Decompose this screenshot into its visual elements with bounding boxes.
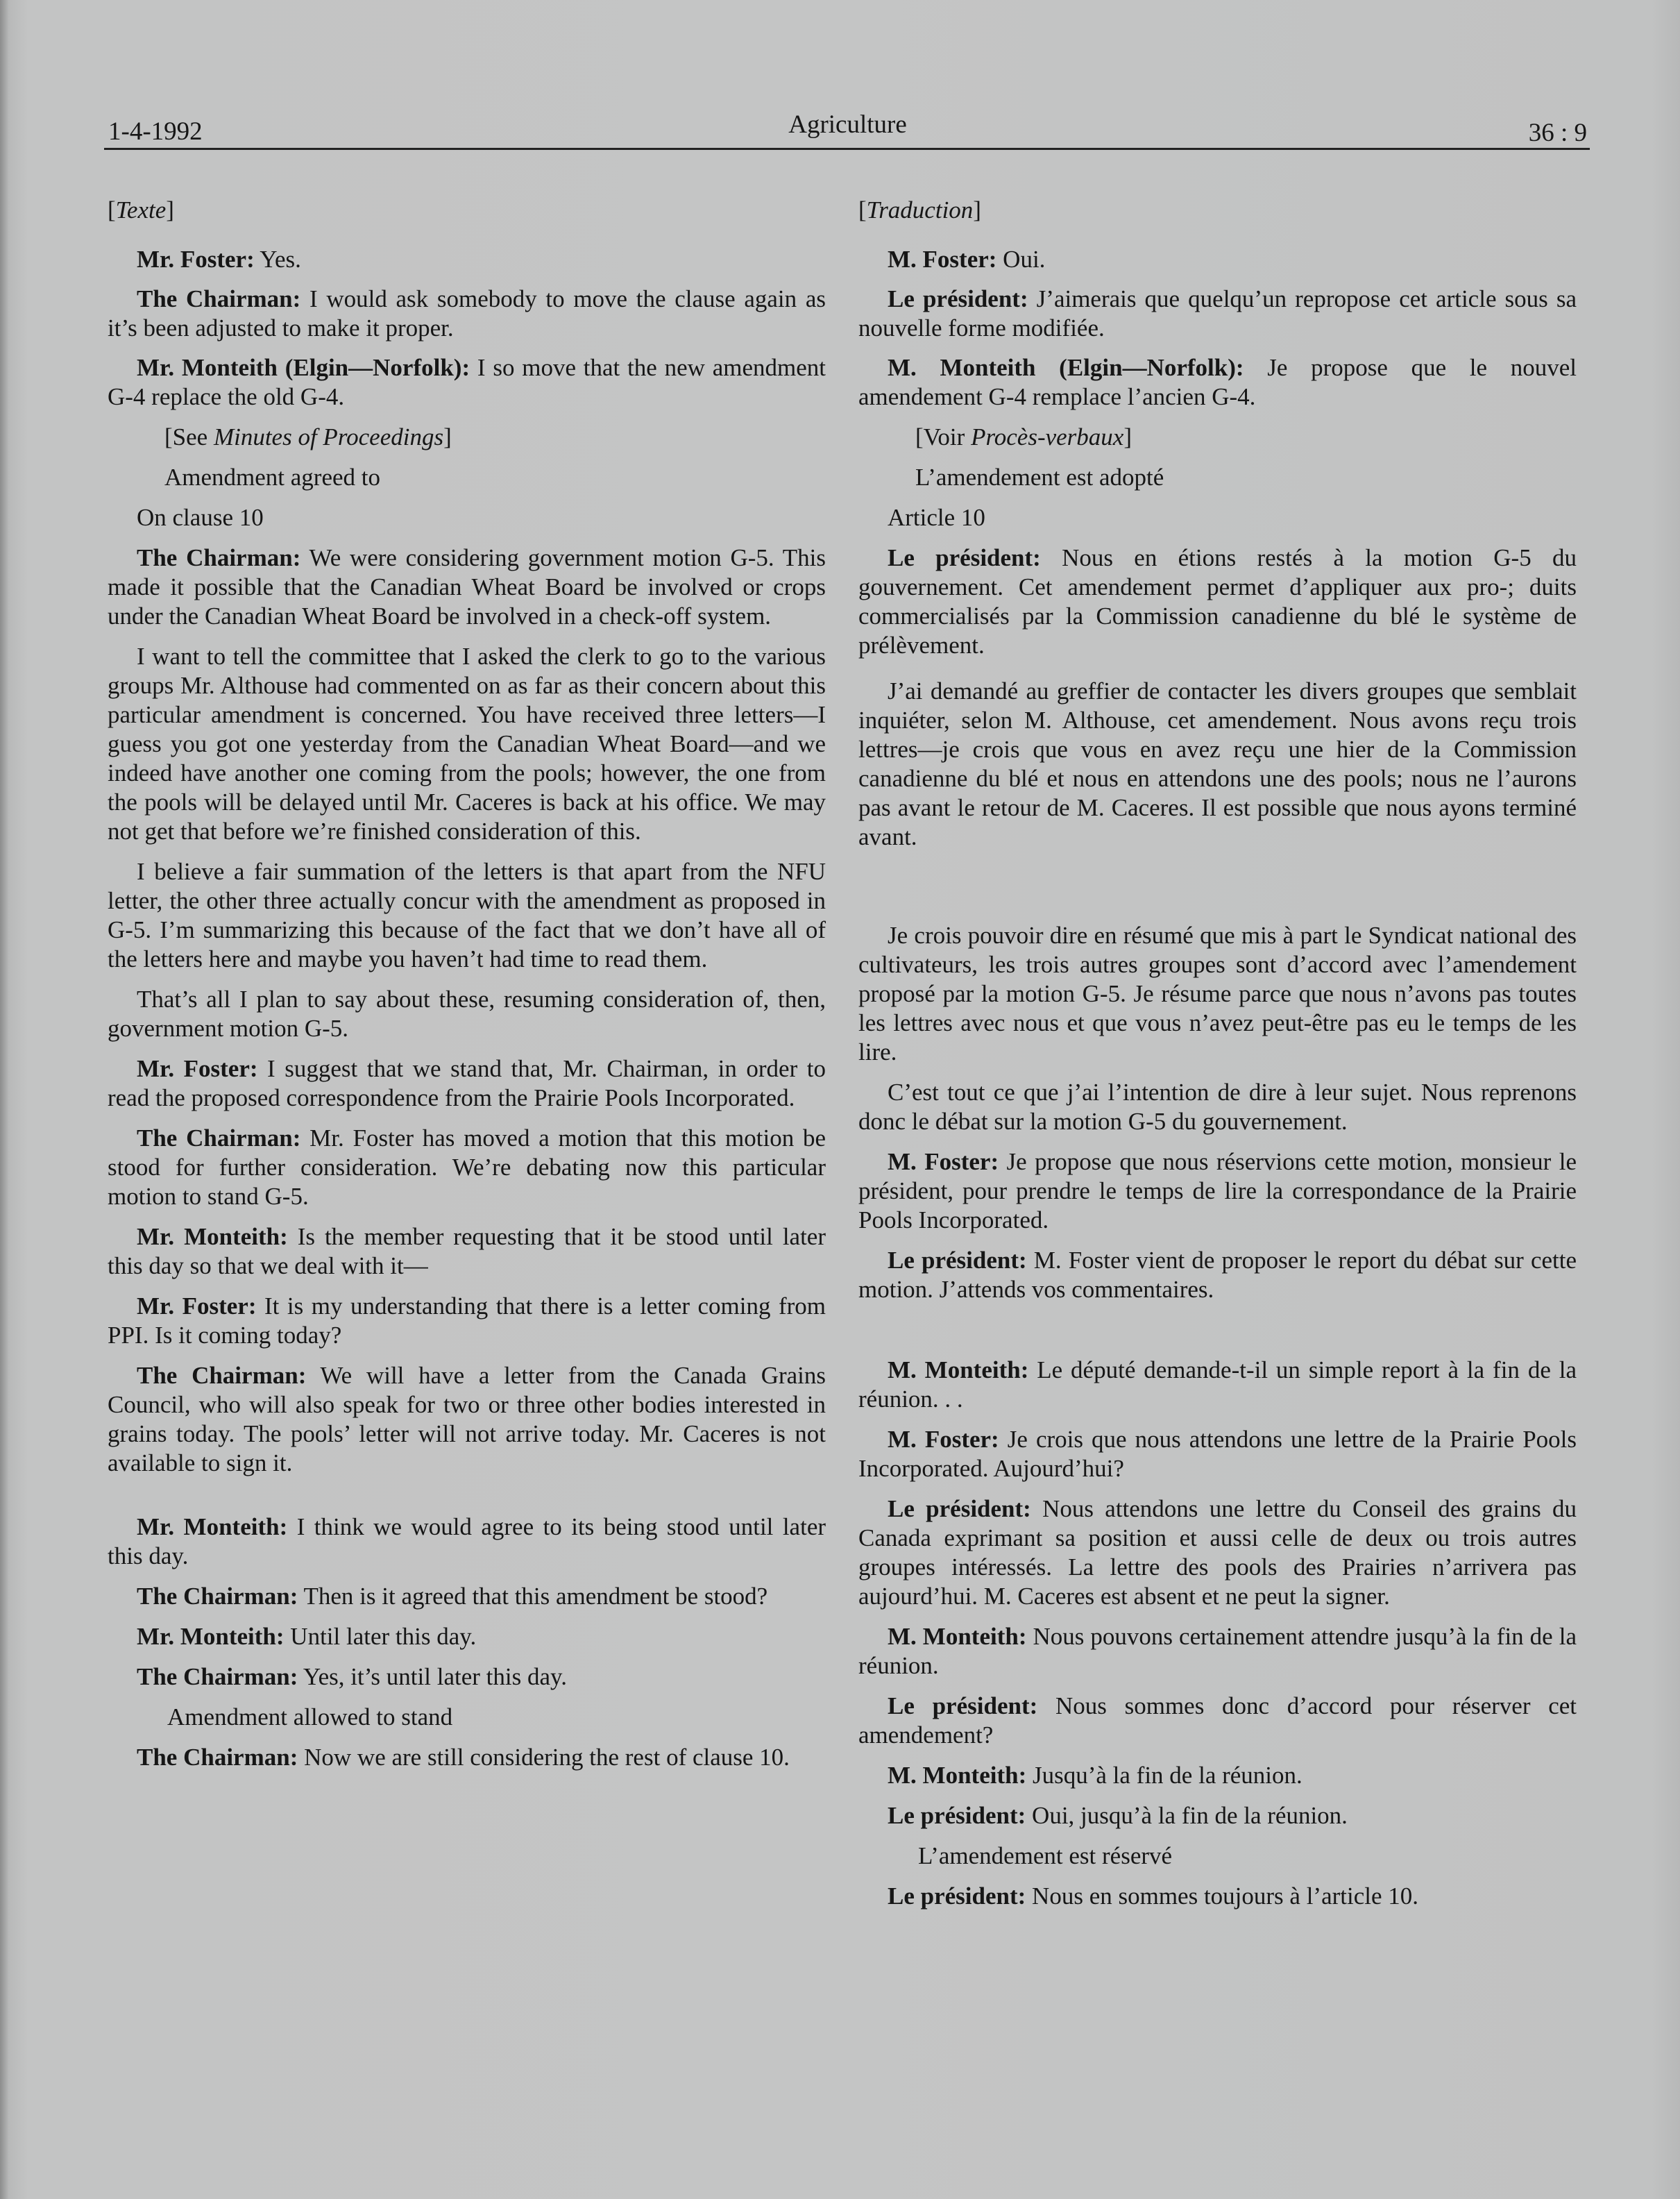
paragraph: M. Monteith (Elgin—Norfolk): Je propose que le nouvel amendement G-4 remplace l’ancien G-4.: [858, 354, 1577, 410]
paragraph: I want to tell the committee that I asked the clerk to go to the various groups Mr. Althouse had commented on as far as their concern about this particular amendment is concerned. You have received three letters—I guess you got one yesterday from the Canadian Wheat Board—and we indeed have another one coming from the pools; however, the one from the pools will be delayed until Mr. Caceres is back at his office. We may not get that before we’re finished consideration of this.: [108, 643, 826, 845]
paragraph: M. Monteith: Jusqu’à la fin de la réunion.: [888, 1762, 1303, 1789]
paragraph: That’s all I plan to say about these, resuming consideration of, then, government motion G-5.: [108, 986, 826, 1042]
clause-heading: On clause 10: [137, 504, 264, 531]
paragraph: Mr. Foster: Yes.: [137, 246, 301, 273]
paragraph: Le président: J’aimerais que quelqu’un repropose cet article sous sa nouvelle forme modifiée.: [858, 285, 1577, 342]
paragraph: The Chairman: Mr. Foster has moved a motion that this motion be stood for further consideration. We’re debating now this particular motion to stand G-5.: [108, 1124, 826, 1210]
paragraph: M. Monteith: Nous pouvons certainement attendre jusqu’à la fin de la réunion.: [858, 1623, 1577, 1679]
paragraph: M. Foster: Je propose que nous réservions cette motion, monsieur le président, pour prendre le temps de lire la correspondance de la Prairie Pools Incorporated.: [858, 1148, 1577, 1233]
paragraph: Mr. Monteith: Until later this day.: [137, 1623, 477, 1650]
paragraph: M. Monteith: Le député demande-t-il un simple report à la fin de la réunion. . .: [858, 1356, 1577, 1413]
french-column: [858, 196, 1577, 1911]
procedural-note: Amendment allowed to stand: [167, 1703, 453, 1730]
paragraph: C’est tout ce que j’ai l’intention de dire à leur sujet. Nous reprenons donc le débat sur la motion G-5 du gouvernement.: [858, 1079, 1577, 1135]
paragraph: M. Foster: Je crois que nous attendons une lettre de la Prairie Pools Incorporated. Aujourd’hui?: [858, 1426, 1577, 1482]
procedural-note: Amendment agreed to: [164, 464, 381, 491]
column-label: [Traduction]: [858, 196, 981, 224]
paragraph: The Chairman: We will have a letter from the Canada Grains Council, who will also speak for two or three other bodies interested in grains today. The pools’ letter will not arrive today. Mr. Caceres is not available to sign it.: [108, 1362, 826, 1476]
paragraph: Le président: Oui, jusqu’à la fin de la réunion.: [888, 1802, 1348, 1829]
paragraph: The Chairman: Then is it agreed that this amendment be stood?: [137, 1583, 768, 1610]
header-rule: [104, 148, 1590, 150]
paragraph: The Chairman: We were considering government motion G-5. This made it possible that the Canadian Wheat Board be involved or crops under the Canadian Wheat Board be involved in a check-off system.: [108, 544, 826, 630]
paragraph: Le président: Nous sommes donc d’accord pour réserver cet amendement?: [858, 1692, 1577, 1749]
page-header: [108, 104, 1587, 151]
see-reference: [See Minutes of Proceedings]: [164, 423, 452, 450]
header-title: Agriculture: [788, 110, 907, 139]
paragraph: Le président: Nous en étions restés à la motion G-5 du gouvernement. Cet amendement permet d’appliquer aux pro-; duits commercialisés par la Commission canadienne du blé le système de prélèvement.: [858, 544, 1577, 659]
clause-heading: Article 10: [888, 504, 985, 531]
paragraph: The Chairman: Now we are still considering the rest of clause 10.: [137, 1744, 790, 1771]
paragraph: The Chairman: I would ask somebody to move the clause again as it’s been adjusted to make it proper.: [108, 285, 826, 342]
english-column: [108, 196, 826, 1772]
procedural-note: L’amendement est réservé: [918, 1842, 1173, 1869]
paragraph: Mr. Monteith (Elgin—Norfolk): I so move that the new amendment G-4 replace the old G-4.: [108, 354, 826, 410]
paragraph: Mr. Foster: I suggest that we stand that, Mr. Chairman, in order to read the proposed correspondence from the Prairie Pools Incorporated.: [108, 1055, 826, 1111]
paragraph: M. Foster: Oui.: [888, 246, 1046, 273]
paragraph: Le président: M. Foster vient de proposer le report du débat sur cette motion. J’attends vos commentaires.: [858, 1247, 1577, 1303]
column-label: [Texte]: [108, 196, 174, 224]
header-date: 1-4-1992: [108, 117, 203, 146]
page-edge-shadow: [0, 0, 8, 2199]
paragraph: Mr. Monteith: I think we would agree to its being stood until later this day.: [108, 1513, 826, 1569]
paragraph: I believe a fair summation of the letters is that apart from the NFU letter, the other three actually concur with the amendment as proposed in G-5. I’m summarizing this because of the fact that we don’t have all of the letters here and maybe you haven’t had time to read them.: [108, 858, 826, 972]
paragraph: Le président: Nous en sommes toujours à l’article 10.: [888, 1882, 1419, 1910]
paragraph: Mr. Monteith: Is the member requesting that it be stood until later this day so that we deal with it—: [108, 1223, 826, 1279]
paragraph: Mr. Foster: It is my understanding that there is a letter coming from PPI. Is it coming today?: [108, 1292, 826, 1349]
procedural-note: L’amendement est adopté: [915, 464, 1164, 491]
paragraph: J’ai demandé au greffier de contacter les divers groupes que semblait inquiéter, selon M. Althouse, cet amendement. Nous avons reçu trois lettres—je crois que vous en avez reçu une hier de la Commission canadienne du blé et nous en attendons une des pools; nous ne l’aurons pas avant le retour de M. Caceres. Il est possible que nous ayons terminé avant.: [858, 677, 1577, 850]
paragraph: The Chairman: Yes, it’s until later this day.: [137, 1663, 567, 1690]
header-page-number: 36 : 9: [1528, 119, 1587, 147]
paragraph: Je crois pouvoir dire en résumé que mis à part le Syndicat national des cultivateurs, les trois autres groupes sont d’accord avec l’amendement proposé par la motion G-5. Je résume parce que nous n’avons pas toutes les lettres avec nous et que vous n’avez peut-être pas eu le temps de les lire.: [858, 922, 1577, 1065]
paragraph: Le président: Nous attendons une lettre du Conseil des grains du Canada exprimant sa position et aussi celle de deux ou trois autres groupes intéressés. La lettre des pools des Prairies n’arrivera pas aujourd’hui. M. Caceres est absent et ne peut la signer.: [858, 1495, 1577, 1610]
see-reference: [Voir Procès-verbaux]: [915, 423, 1132, 450]
